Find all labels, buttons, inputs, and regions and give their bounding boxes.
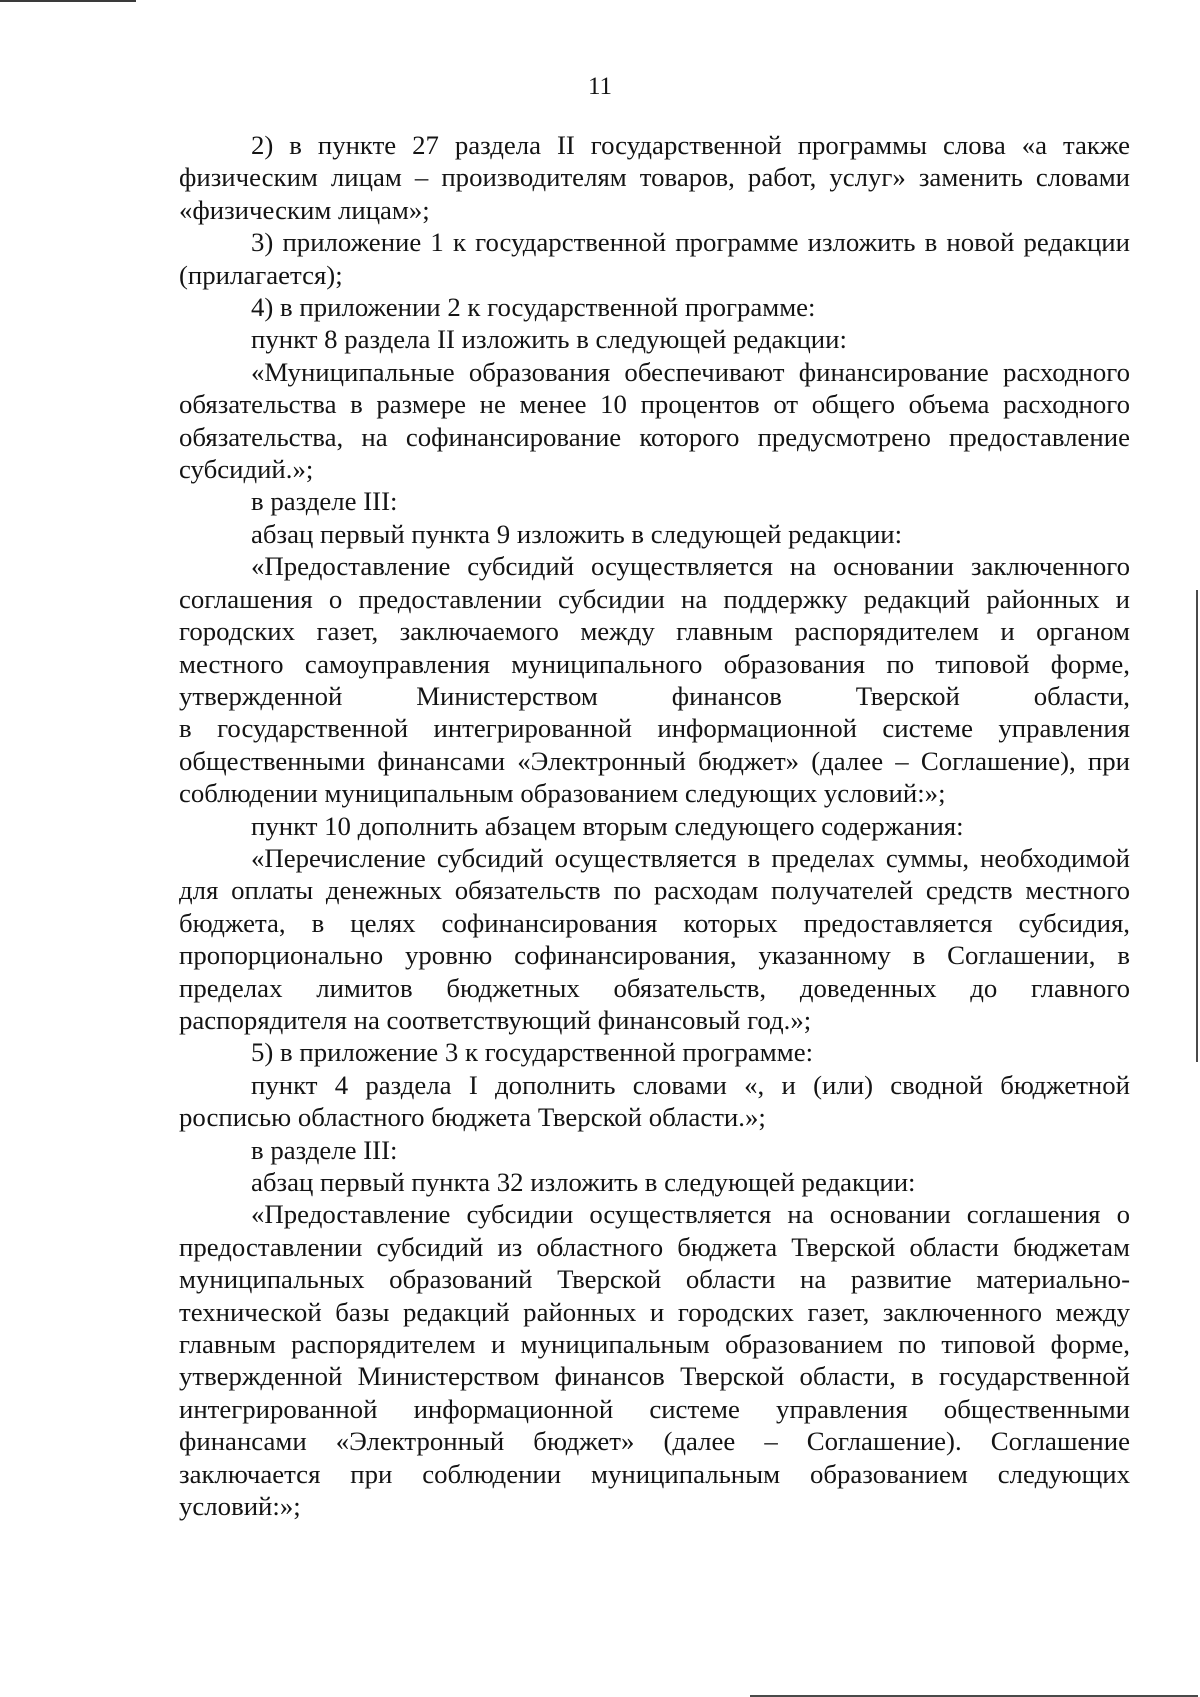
paragraph: в государственной интегрированной информационной системе управления общественными финансами «Электронный бюджет» (далее – Соглашение), при соблюдении муниципальным образованием следующих условий:»;	[179, 713, 1130, 809]
paragraph: 4) в приложении 2 к государственной программе:	[251, 292, 816, 323]
page-number: 11	[587, 73, 613, 100]
paragraph: «Муниципальные образования обеспечивают финансирование расходного обязательства в размере не менее 10 процентов от общего объема расходного обязательства, на софинансирование которого предусмотрено предоставление субсидий.»;	[179, 356, 1130, 485]
paragraph: 5) в приложение 3 к государственной программе:	[251, 1037, 814, 1068]
paragraph: пункт 4 раздела I дополнить словами «, и (или) сводной бюджетной росписью областного бюджета Тверской области.»;	[179, 1069, 1130, 1133]
paragraph: «Предоставление субсидий осуществляется на основании заключенного соглашения о предоставлении субсидии на поддержку редакций районных и городских газет, заключаемого между главным распорядителем и органом местного самоуправления муниципального образования по типовой форме, утвержденной Министерством финансов Тверской области,	[179, 551, 1130, 711]
document-body	[179, 129, 1130, 1522]
paragraph: «Предоставление субсидии осуществляется на основании соглашения о предоставлении субсидий из областного бюджета Тверской области бюджетам муниципальных образований Тверской области на развитие материально-технической базы редакций районных и городских газет, заключенного между главным распорядителем и муниципальным образованием по типовой форме, утвержденной Министерством финансов Тверской области, в государственной интегрированной информационной системе управления общественными финансами «Электронный бюджет» (далее – Соглашение). Соглашение заключается при соблюдении муниципальным образованием следующих условий:»;	[179, 1199, 1130, 1522]
paragraph: пункт 10 дополнить абзацем вторым следующего содержания:	[251, 810, 964, 841]
paragraph: абзац первый пункта 9 изложить в следующей редакции:	[251, 518, 903, 549]
paragraph: 3) приложение 1 к государственной программе изложить в новой редакции (прилагается);	[179, 227, 1130, 290]
paragraph: «Перечисление субсидий осуществляется в пределах суммы, необходимой для оплаты денежных обязательств по расходам получателей средств местного бюджета, в целях софинансирования которых предоставляется субсидия, пропорционально уровню софинансирования, указанному в Соглашении, в пределах лимитов бюджетных обязательств, доведенных до главного распорядителя на соответствующий финансовый год.»;	[179, 842, 1130, 1035]
paragraph: 2) в пункте 27 раздела II государственной программы слова «а также физическим лицам – производителям товаров, работ, услуг» заменить словами «физическим лицам»;	[179, 130, 1130, 225]
scan-edge-right	[1196, 590, 1198, 1062]
paragraph: пункт 8 раздела II изложить в следующей редакции:	[251, 324, 847, 355]
paragraph: в разделе III:	[251, 486, 398, 517]
paragraph: абзац первый пункта 32 изложить в следующей редакции:	[251, 1167, 916, 1197]
paragraph: в разделе III:	[251, 1134, 398, 1165]
scan-edge-top	[0, 0, 136, 2]
